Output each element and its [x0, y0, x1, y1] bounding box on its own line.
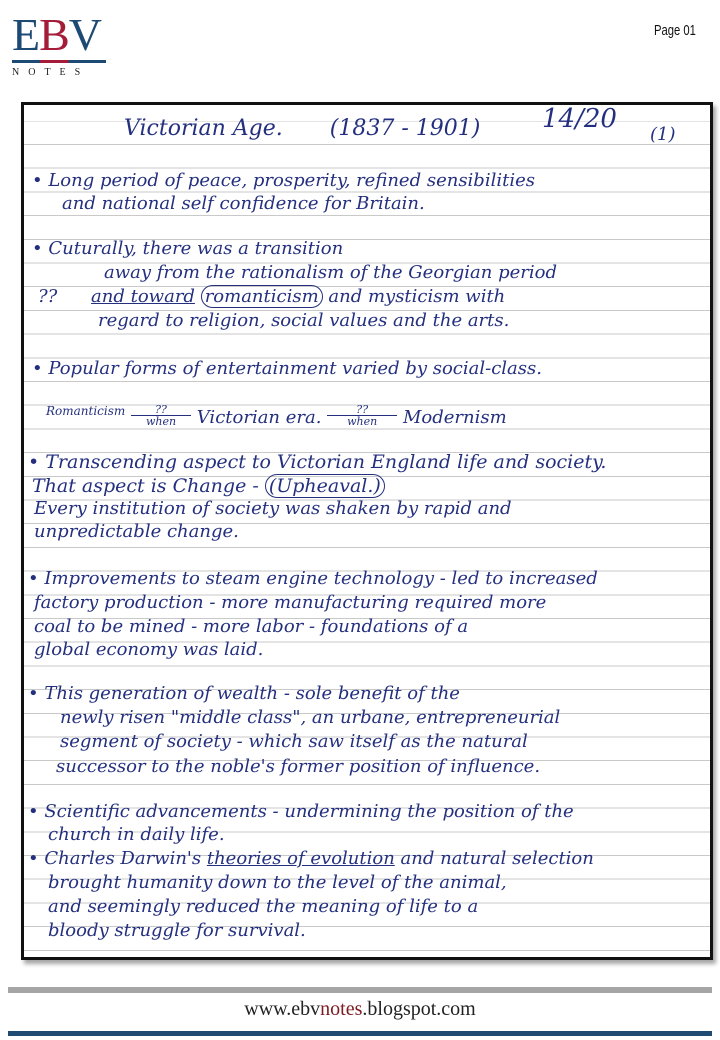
- ebv-notes-logo: [12, 9, 106, 78]
- note-line: • Long period of peace, prosperity, refined sensibilities: [32, 170, 535, 191]
- note-line: • Scientific advancements - undermining the position of the: [28, 801, 574, 822]
- note-line: • Cuturally, there was a transition: [32, 238, 344, 259]
- url-prefix: www.ebv: [244, 998, 321, 1020]
- note-line: unpredictable change.: [34, 521, 239, 542]
- note-line: • Transcending aspect to Victorian England life and society.: [28, 451, 607, 473]
- timeline-victorian-era: Victorian era.: [196, 407, 322, 428]
- note-fragment: and mysticism with: [328, 286, 506, 307]
- note-line: coal to be mined - more labor - foundations of a: [34, 616, 469, 637]
- timeline-romanticism: Romanticism: [46, 404, 126, 418]
- handwritten-notes-sheet: [21, 102, 713, 960]
- footer-divider-top: [8, 987, 712, 993]
- note-line: • This generation of wealth - sole benefit of the: [28, 683, 460, 704]
- timeline-question: ??: [155, 403, 167, 416]
- footer-url[interactable]: [0, 998, 720, 1021]
- timeline-when: when: [131, 415, 191, 427]
- notes-dates: (1837 - 1901): [329, 116, 481, 141]
- timeline-modernism: Modernism: [402, 407, 507, 428]
- timeline-when: when: [327, 415, 397, 427]
- note-line: and seemingly reduced the meaning of life to a: [48, 896, 479, 917]
- note-line: regard to religion, social values and the arts.: [98, 310, 510, 331]
- note-line: successor to the noble's former position of influence.: [56, 756, 541, 777]
- timeline-line: [46, 399, 507, 430]
- logo-letter-b: B: [39, 9, 69, 60]
- logo-letter-v: V: [68, 9, 102, 60]
- note-line: brought humanity down to the level of the animal,: [48, 872, 507, 893]
- notes-title: Victorian Age.: [124, 116, 283, 141]
- url-highlight: notes: [320, 998, 363, 1020]
- timeline-arrow: [327, 404, 397, 427]
- question-marks: ??: [38, 286, 58, 307]
- note-line: global economy was laid.: [34, 639, 264, 660]
- note-line: [32, 474, 385, 498]
- circled-word: (Upheaval.): [265, 474, 385, 498]
- note-line: [38, 285, 505, 309]
- note-fragment: and natural selection: [400, 848, 594, 869]
- circled-word: romanticism: [201, 285, 323, 308]
- note-line: segment of society - which saw itself as the natural: [60, 731, 528, 752]
- footer-divider-bottom: [8, 1031, 712, 1036]
- note-line: Every institution of society was shaken by rapid and: [34, 498, 512, 519]
- timeline-question: ??: [356, 403, 369, 416]
- timeline-arrow: [131, 404, 191, 427]
- note-line: away from the rationalism of the Georgian period: [104, 262, 557, 283]
- note-line: [28, 847, 594, 871]
- note-line: and national self confidence for Britain.: [62, 193, 425, 214]
- note-line: bloody struggle for survival.: [48, 920, 306, 941]
- page-marker: (1): [650, 124, 676, 145]
- page-number: Page 01: [654, 22, 696, 39]
- note-fragment: and toward: [91, 286, 195, 307]
- underlined-phrase: theories of evolution: [206, 848, 395, 869]
- logo-divider: [12, 60, 106, 63]
- logo-subtitle: NOTES: [12, 67, 90, 78]
- note-fragment: • Charles Darwin's: [28, 848, 202, 869]
- note-line: church in daily life.: [48, 824, 225, 845]
- note-line: newly risen "middle class", an urbane, entrepreneurial: [60, 707, 561, 728]
- notes-title-line: [124, 117, 480, 141]
- url-suffix: .blogspot.com: [362, 998, 476, 1020]
- logo-letters: [12, 9, 106, 60]
- note-line: • Improvements to steam engine technology - led to increased: [28, 568, 598, 589]
- score: 14/20: [542, 104, 617, 134]
- note-line: factory production - more manufacturing required more: [34, 592, 547, 613]
- note-fragment: That aspect is Change -: [32, 475, 259, 497]
- logo-letter-e: E: [12, 9, 40, 60]
- note-line: • Popular forms of entertainment varied by social-class.: [32, 358, 542, 379]
